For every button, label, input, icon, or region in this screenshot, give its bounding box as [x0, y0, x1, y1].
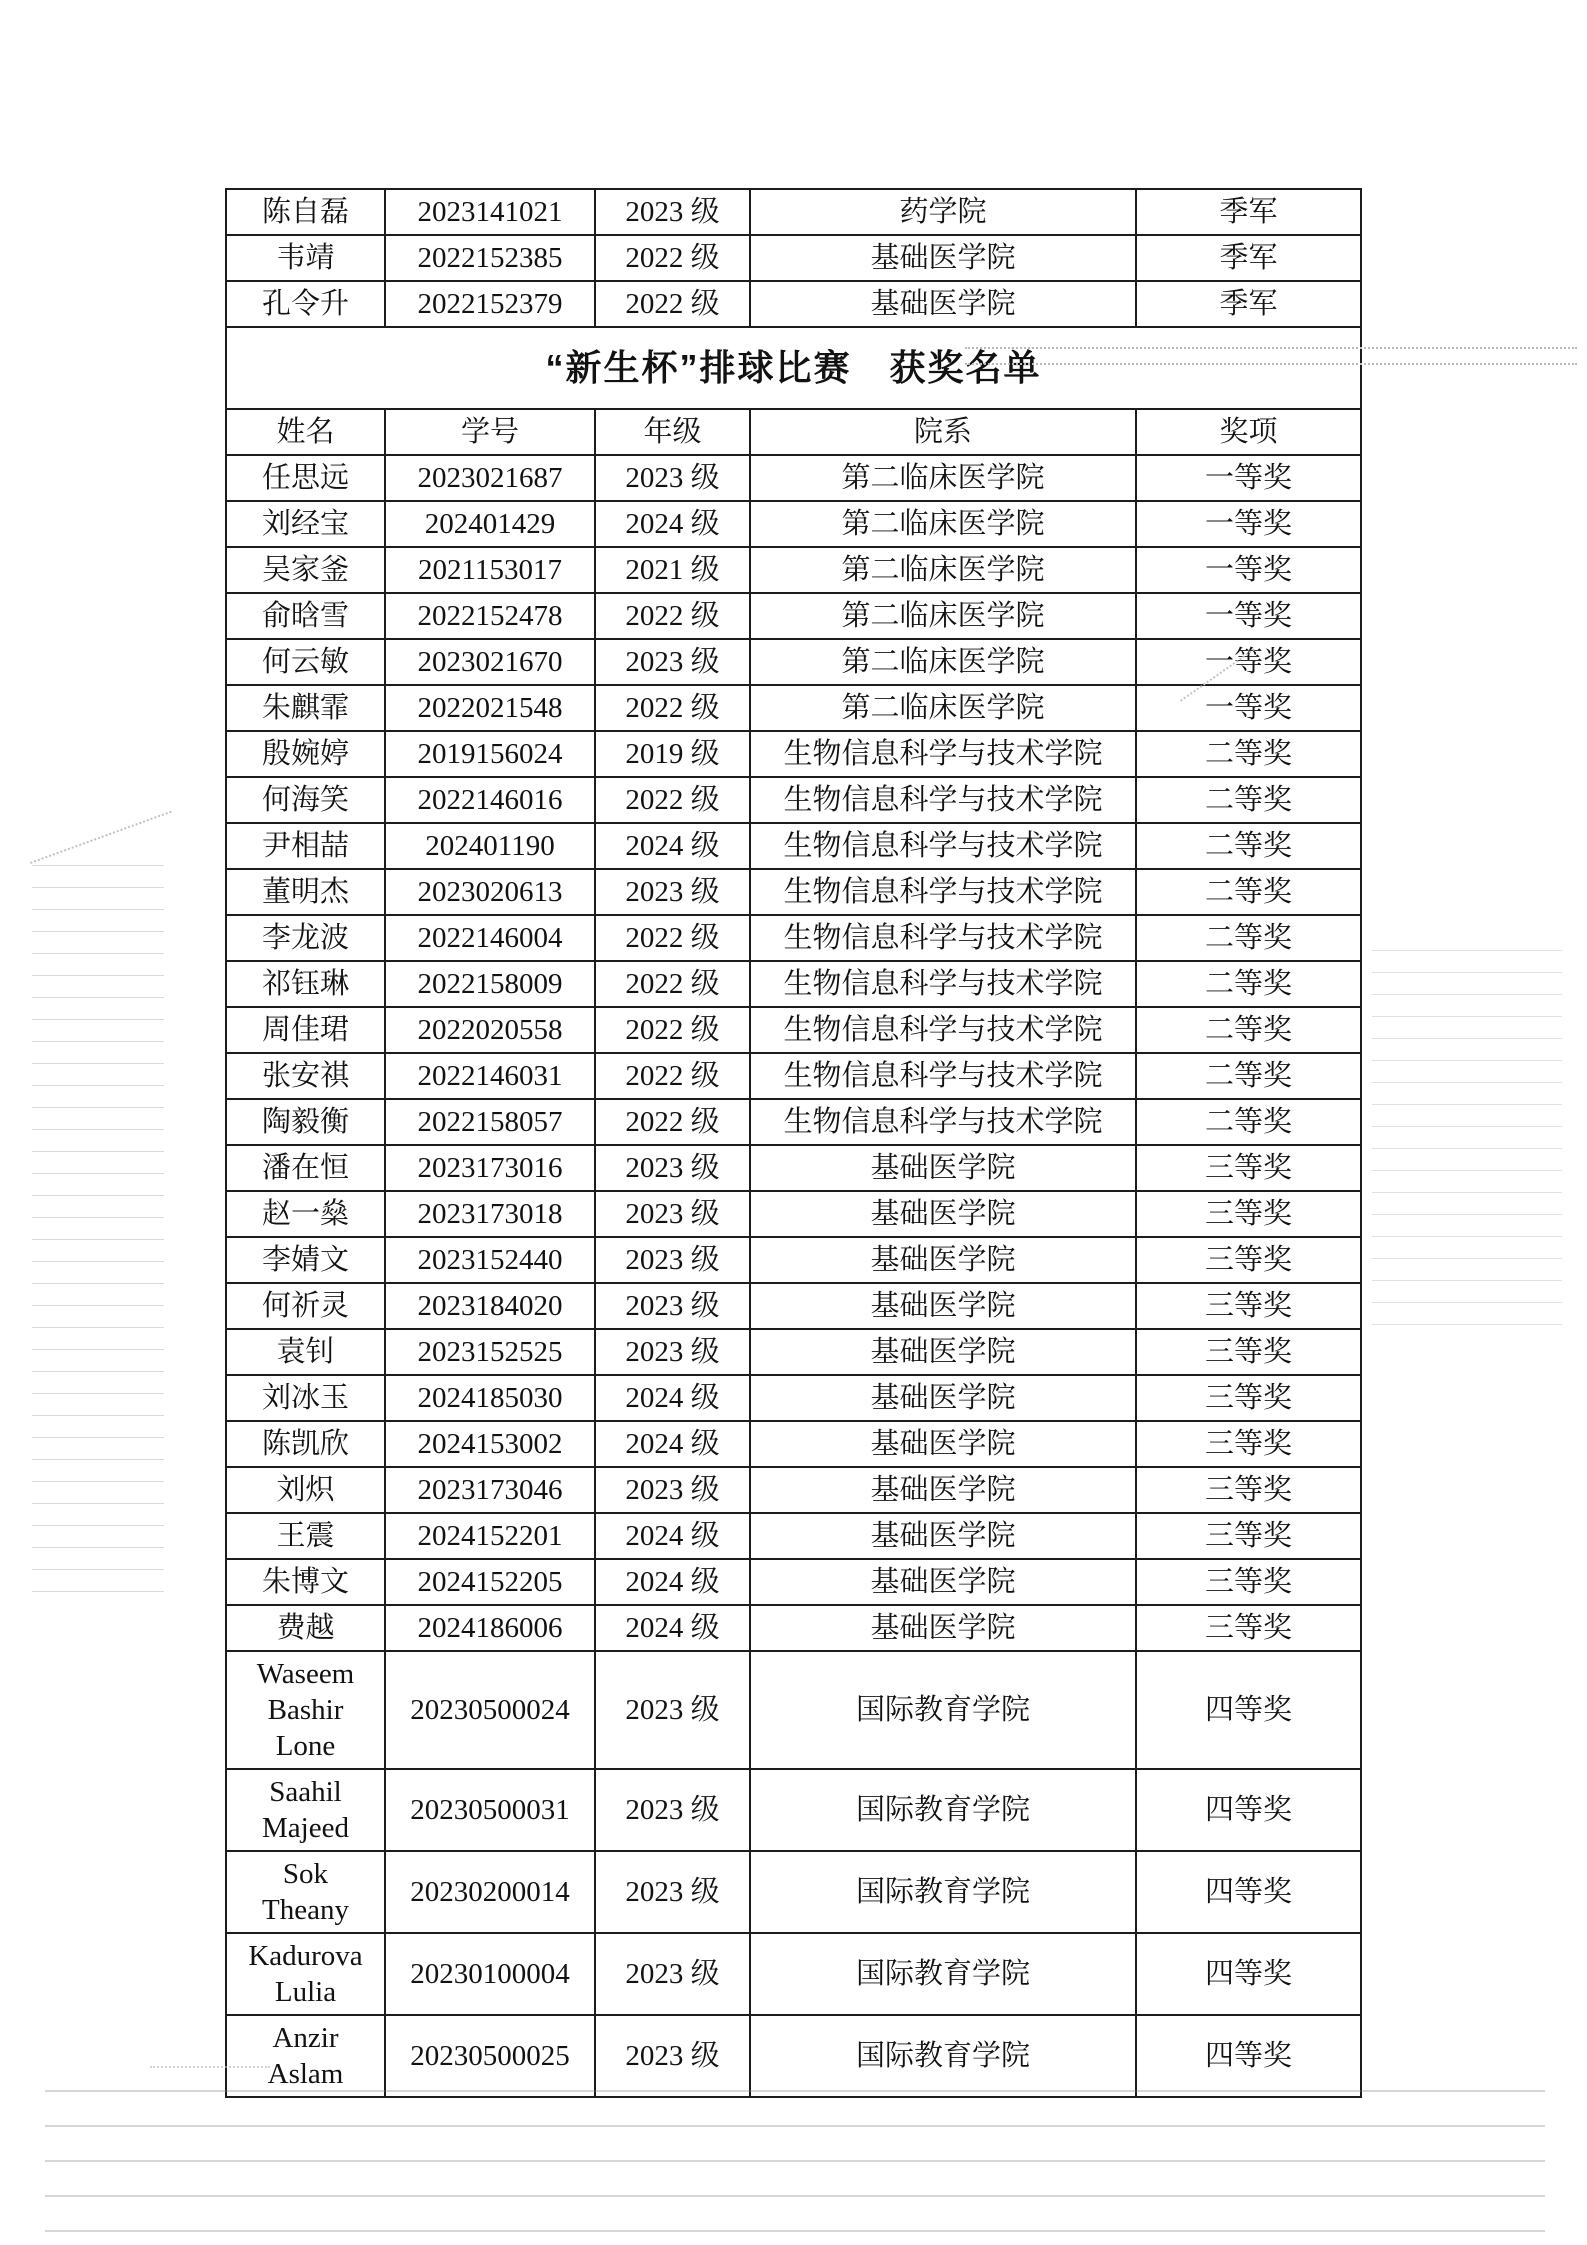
cell-name: Kadurova Lulia — [226, 1933, 385, 2015]
table-row — [226, 1851, 1361, 1933]
cell-grade: 2024 级 — [595, 1559, 750, 1605]
header-name: 姓名 — [226, 409, 385, 455]
cell-department: 生物信息科学与技术学院 — [750, 961, 1136, 1007]
cell-award: 二等奖 — [1136, 1007, 1361, 1053]
cell-award: 二等奖 — [1136, 777, 1361, 823]
table-row — [226, 1329, 1361, 1375]
cell-grade: 2023 级 — [595, 1191, 750, 1237]
table-row — [226, 1513, 1361, 1559]
cell-award: 二等奖 — [1136, 961, 1361, 1007]
cell-award: 二等奖 — [1136, 731, 1361, 777]
cell-name: 刘炽 — [226, 1467, 385, 1513]
cell-department: 生物信息科学与技术学院 — [750, 1099, 1136, 1145]
cell-grade: 2022 级 — [595, 235, 750, 281]
header-department: 院系 — [750, 409, 1136, 455]
cell-department: 生物信息科学与技术学院 — [750, 1007, 1136, 1053]
header-section — [226, 409, 1361, 455]
cell-name: 陈自磊 — [226, 189, 385, 235]
cell-award: 二等奖 — [1136, 823, 1361, 869]
cell-department: 第二临床医学院 — [750, 547, 1136, 593]
cell-award: 四等奖 — [1136, 2015, 1361, 2097]
cell-grade: 2023 级 — [595, 2015, 750, 2097]
cell-name: 何祈灵 — [226, 1283, 385, 1329]
table-row — [226, 1191, 1361, 1237]
cell-department: 国际教育学院 — [750, 1651, 1136, 1769]
cell-name: 韦靖 — [226, 235, 385, 281]
cell-award: 三等奖 — [1136, 1329, 1361, 1375]
cell-name: 吴家釜 — [226, 547, 385, 593]
cell-name: 袁钊 — [226, 1329, 385, 1375]
cell-department: 基础医学院 — [750, 1191, 1136, 1237]
cell-grade: 2023 级 — [595, 1651, 750, 1769]
table-row — [226, 1237, 1361, 1283]
cell-award: 三等奖 — [1136, 1605, 1361, 1651]
table-row — [226, 777, 1361, 823]
cell-student-id: 2022146004 — [385, 915, 595, 961]
cell-name: 俞晗雪 — [226, 593, 385, 639]
cell-name: 祁钰琳 — [226, 961, 385, 1007]
cell-student-id: 20230200014 — [385, 1851, 595, 1933]
cell-department: 基础医学院 — [750, 1237, 1136, 1283]
cell-grade: 2024 级 — [595, 1513, 750, 1559]
cell-award: 一等奖 — [1136, 593, 1361, 639]
cell-department: 第二临床医学院 — [750, 455, 1136, 501]
table-row — [226, 1559, 1361, 1605]
cell-student-id: 2022021548 — [385, 685, 595, 731]
cell-award: 一等奖 — [1136, 501, 1361, 547]
cell-grade: 2024 级 — [595, 823, 750, 869]
cell-department: 第二临床医学院 — [750, 639, 1136, 685]
cell-award: 一等奖 — [1136, 639, 1361, 685]
cell-grade: 2023 级 — [595, 639, 750, 685]
scan-artifact — [1372, 950, 1562, 1330]
cell-department: 生物信息科学与技术学院 — [750, 915, 1136, 961]
cell-award: 二等奖 — [1136, 1099, 1361, 1145]
cell-name: 李婧文 — [226, 1237, 385, 1283]
cell-department: 药学院 — [750, 189, 1136, 235]
cell-grade: 2023 级 — [595, 1467, 750, 1513]
cell-name: 陶毅衡 — [226, 1099, 385, 1145]
cell-award: 季军 — [1136, 235, 1361, 281]
cell-name: 殷婉婷 — [226, 731, 385, 777]
cell-award: 一等奖 — [1136, 455, 1361, 501]
cell-department: 基础医学院 — [750, 1421, 1136, 1467]
cell-award: 三等奖 — [1136, 1191, 1361, 1237]
cell-department: 生物信息科学与技术学院 — [750, 869, 1136, 915]
header-grade: 年级 — [595, 409, 750, 455]
table-row — [226, 685, 1361, 731]
cell-grade: 2022 级 — [595, 685, 750, 731]
title-section — [226, 327, 1361, 409]
cell-award: 三等奖 — [1136, 1467, 1361, 1513]
cell-grade: 2023 级 — [595, 869, 750, 915]
table-row — [226, 235, 1361, 281]
cell-department: 国际教育学院 — [750, 1769, 1136, 1851]
table-row — [226, 1375, 1361, 1421]
cell-award: 季军 — [1136, 281, 1361, 327]
cell-department: 第二临床医学院 — [750, 593, 1136, 639]
table-row — [226, 547, 1361, 593]
scan-artifact — [32, 865, 164, 1595]
cell-name: 朱博文 — [226, 1559, 385, 1605]
cell-award: 四等奖 — [1136, 1769, 1361, 1851]
cell-student-id: 2022152478 — [385, 593, 595, 639]
cell-name: 朱麒霏 — [226, 685, 385, 731]
cell-grade: 2022 级 — [595, 1053, 750, 1099]
cell-name: 尹相喆 — [226, 823, 385, 869]
cell-award: 三等奖 — [1136, 1145, 1361, 1191]
table-row — [226, 593, 1361, 639]
table-row — [226, 455, 1361, 501]
cell-name: Waseem Bashir Lone — [226, 1651, 385, 1769]
cell-student-id: 2024152201 — [385, 1513, 595, 1559]
cell-student-id: 2023021670 — [385, 639, 595, 685]
cell-student-id: 2019156024 — [385, 731, 595, 777]
table-row — [226, 2015, 1361, 2097]
cell-grade: 2023 级 — [595, 1237, 750, 1283]
cell-grade: 2022 级 — [595, 1007, 750, 1053]
cell-student-id: 2023152525 — [385, 1329, 595, 1375]
cell-name: 董明杰 — [226, 869, 385, 915]
cell-student-id: 2023173018 — [385, 1191, 595, 1237]
cell-department: 基础医学院 — [750, 1605, 1136, 1651]
awards-table — [225, 188, 1362, 2098]
cell-name: 张安祺 — [226, 1053, 385, 1099]
header-student-id: 学号 — [385, 409, 595, 455]
cell-student-id: 20230500025 — [385, 2015, 595, 2097]
awards-rows — [226, 455, 1361, 2097]
cell-award: 三等奖 — [1136, 1375, 1361, 1421]
cell-student-id: 2022152385 — [385, 235, 595, 281]
cell-student-id: 2022158009 — [385, 961, 595, 1007]
cell-grade: 2023 级 — [595, 1329, 750, 1375]
cell-grade: 2022 级 — [595, 593, 750, 639]
table-row — [226, 1283, 1361, 1329]
table-row — [226, 1053, 1361, 1099]
header-row — [226, 409, 1361, 455]
cell-name: 何海笑 — [226, 777, 385, 823]
cell-name: 李龙波 — [226, 915, 385, 961]
cell-student-id: 20230500024 — [385, 1651, 595, 1769]
cell-award: 三等奖 — [1136, 1283, 1361, 1329]
table-row — [226, 1007, 1361, 1053]
cell-award: 三等奖 — [1136, 1513, 1361, 1559]
cell-award: 三等奖 — [1136, 1237, 1361, 1283]
cell-award: 四等奖 — [1136, 1851, 1361, 1933]
table-row — [226, 731, 1361, 777]
cell-department: 第二临床医学院 — [750, 501, 1136, 547]
cell-department: 生物信息科学与技术学院 — [750, 1053, 1136, 1099]
cell-grade: 2023 级 — [595, 455, 750, 501]
cell-student-id: 2021153017 — [385, 547, 595, 593]
cell-student-id: 2022146031 — [385, 1053, 595, 1099]
cell-name: 孔令升 — [226, 281, 385, 327]
table-row — [226, 281, 1361, 327]
cell-student-id: 2024153002 — [385, 1421, 595, 1467]
cell-department: 国际教育学院 — [750, 2015, 1136, 2097]
cell-award: 四等奖 — [1136, 1933, 1361, 2015]
cell-award: 三等奖 — [1136, 1421, 1361, 1467]
cell-grade: 2022 级 — [595, 1099, 750, 1145]
table-row — [226, 639, 1361, 685]
cell-student-id: 2023173046 — [385, 1467, 595, 1513]
header-award: 奖项 — [1136, 409, 1361, 455]
cell-department: 基础医学院 — [750, 1329, 1136, 1375]
cell-award: 四等奖 — [1136, 1651, 1361, 1769]
table-row — [226, 501, 1361, 547]
cell-student-id: 2022152379 — [385, 281, 595, 327]
table-row — [226, 1769, 1361, 1851]
cell-name: 陈凯欣 — [226, 1421, 385, 1467]
cell-award: 二等奖 — [1136, 869, 1361, 915]
cell-department: 基础医学院 — [750, 1283, 1136, 1329]
cell-student-id: 2023173016 — [385, 1145, 595, 1191]
cell-student-id: 2024186006 — [385, 1605, 595, 1651]
cell-grade: 2022 级 — [595, 281, 750, 327]
table-row — [226, 1099, 1361, 1145]
cell-grade: 2022 级 — [595, 915, 750, 961]
cell-grade: 2023 级 — [595, 1769, 750, 1851]
cell-name: Sok Theany — [226, 1851, 385, 1933]
table-row — [226, 1145, 1361, 1191]
cell-name: Anzir Aslam — [226, 2015, 385, 2097]
cell-student-id: 20230500031 — [385, 1769, 595, 1851]
cell-student-id: 202401429 — [385, 501, 595, 547]
cell-department: 生物信息科学与技术学院 — [750, 777, 1136, 823]
cell-name: 何云敏 — [226, 639, 385, 685]
cell-grade: 2023 级 — [595, 189, 750, 235]
cell-student-id: 2023152440 — [385, 1237, 595, 1283]
cell-department: 基础医学院 — [750, 1375, 1136, 1421]
cell-department: 生物信息科学与技术学院 — [750, 731, 1136, 777]
table-row — [226, 869, 1361, 915]
cell-student-id: 2024185030 — [385, 1375, 595, 1421]
cell-name: 任思远 — [226, 455, 385, 501]
cell-grade: 2024 级 — [595, 1421, 750, 1467]
cell-award: 一等奖 — [1136, 547, 1361, 593]
cell-department: 基础医学院 — [750, 1145, 1136, 1191]
cell-grade: 2024 级 — [595, 1375, 750, 1421]
cell-award: 季军 — [1136, 189, 1361, 235]
cell-grade: 2024 级 — [595, 1605, 750, 1651]
scan-artifact — [45, 2090, 1545, 2240]
cell-student-id: 2023020613 — [385, 869, 595, 915]
cell-award: 二等奖 — [1136, 1053, 1361, 1099]
cell-name: 王震 — [226, 1513, 385, 1559]
cell-grade: 2023 级 — [595, 1933, 750, 2015]
previous-awards-rows — [226, 189, 1361, 327]
cell-grade: 2023 级 — [595, 1851, 750, 1933]
cell-student-id: 2023184020 — [385, 1283, 595, 1329]
cell-grade: 2023 级 — [595, 1283, 750, 1329]
cell-student-id: 2022146016 — [385, 777, 595, 823]
cell-student-id: 20230100004 — [385, 1933, 595, 2015]
table-row — [226, 1933, 1361, 2015]
cell-award: 一等奖 — [1136, 685, 1361, 731]
cell-grade: 2019 级 — [595, 731, 750, 777]
cell-student-id: 202401190 — [385, 823, 595, 869]
cell-name: 赵一燊 — [226, 1191, 385, 1237]
cell-name: 刘冰玉 — [226, 1375, 385, 1421]
cell-name: 费越 — [226, 1605, 385, 1651]
cell-grade: 2022 级 — [595, 961, 750, 1007]
cell-department: 国际教育学院 — [750, 1933, 1136, 2015]
cell-department: 基础医学院 — [750, 1467, 1136, 1513]
cell-grade: 2021 级 — [595, 547, 750, 593]
cell-name: 潘在恒 — [226, 1145, 385, 1191]
cell-student-id: 2022158057 — [385, 1099, 595, 1145]
table-row — [226, 1467, 1361, 1513]
cell-student-id: 2022020558 — [385, 1007, 595, 1053]
cell-department: 基础医学院 — [750, 1513, 1136, 1559]
table-title-row — [226, 327, 1361, 409]
cell-department: 基础医学院 — [750, 281, 1136, 327]
cell-student-id: 2024152205 — [385, 1559, 595, 1605]
cell-student-id: 2023141021 — [385, 189, 595, 235]
cell-name: Saahil Majeed — [226, 1769, 385, 1851]
table-row — [226, 823, 1361, 869]
table-row — [226, 915, 1361, 961]
table-title: “新生杯”排球比赛 获奖名单 — [226, 327, 1361, 409]
cell-department: 第二临床医学院 — [750, 685, 1136, 731]
cell-award: 三等奖 — [1136, 1559, 1361, 1605]
cell-department: 基础医学院 — [750, 1559, 1136, 1605]
cell-department: 基础医学院 — [750, 235, 1136, 281]
scan-artifact — [30, 811, 172, 864]
table-row — [226, 961, 1361, 1007]
table-row — [226, 1651, 1361, 1769]
table-row — [226, 1605, 1361, 1651]
cell-grade: 2024 级 — [595, 501, 750, 547]
cell-grade: 2023 级 — [595, 1145, 750, 1191]
cell-student-id: 2023021687 — [385, 455, 595, 501]
table-row — [226, 189, 1361, 235]
cell-grade: 2022 级 — [595, 777, 750, 823]
cell-name: 周佳珺 — [226, 1007, 385, 1053]
cell-name: 刘经宝 — [226, 501, 385, 547]
cell-award: 二等奖 — [1136, 915, 1361, 961]
cell-department: 生物信息科学与技术学院 — [750, 823, 1136, 869]
table-row — [226, 1421, 1361, 1467]
cell-department: 国际教育学院 — [750, 1851, 1136, 1933]
